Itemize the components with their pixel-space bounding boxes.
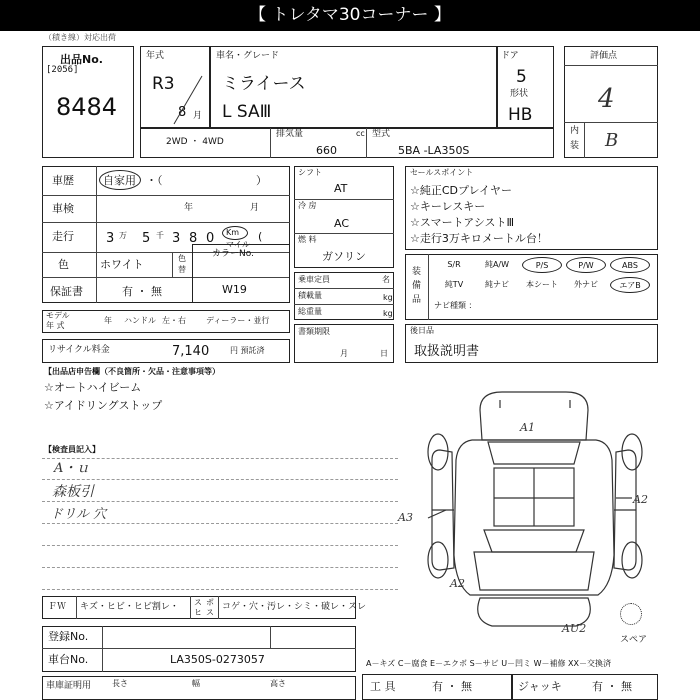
interior-label-1: 内 [570, 126, 580, 136]
spare-label: スペア [620, 635, 648, 645]
mileage-d3: 3 [172, 231, 181, 246]
inspection-month: 月 [250, 203, 260, 213]
chassis-label: 車台No. [48, 653, 89, 666]
jack-label: ジャッキ [518, 680, 562, 693]
mileage-km: Km [226, 228, 240, 237]
mark-leader-a3 [428, 510, 446, 518]
interior-label-2: 装 [570, 141, 580, 151]
mark-au2: AU2 [562, 622, 587, 635]
chassis-value: LA350S-0273057 [170, 653, 265, 666]
displacement-unit: cc [356, 129, 365, 138]
equipment-nav: 純ナビ [485, 280, 509, 289]
mileage-label: 走行 [52, 230, 74, 243]
mark-a3: A3 [398, 511, 413, 524]
history-value: 自家用 [103, 174, 136, 187]
recycle-unit: 円 預託済 [230, 346, 265, 355]
mileage-d5: 0 [206, 231, 215, 246]
sales-point-2: ☆キーレスキー [410, 200, 486, 213]
auction-banner: 【 トレタマ30コーナー 】 [0, 0, 700, 31]
tools-value: 有 ・ 無 [432, 680, 472, 693]
shift-value: AT [334, 182, 348, 195]
history-label: 車歴 [52, 174, 74, 187]
dealer-value: ディーラー・並行 [206, 316, 270, 325]
equipment-abs: ABS [610, 257, 650, 273]
weight-label: 総重量 [298, 307, 322, 316]
fw-items: キズ・ヒビ・ヒビ割レ・ [80, 602, 179, 612]
lot-label: 出品No. [60, 53, 103, 66]
equipment-alloy: 純A/W [484, 260, 510, 269]
equipment-label-3: 品 [412, 295, 422, 305]
seller-note-1: ☆オートハイビーム [44, 381, 142, 394]
fw-damage: コゲ・穴・汚レ・シミ・破レ・スレ [222, 602, 367, 612]
car-windshield [484, 530, 584, 552]
equipment-tv: 純TV [444, 280, 464, 289]
docs-deadline-label: 書類期限 [298, 327, 330, 336]
shape-label: 形状 [510, 89, 529, 99]
sales-point-1: ☆純正CDプレイヤー [410, 184, 513, 197]
model-label: 型式 [372, 129, 391, 139]
color-swap-2: 替 [178, 265, 186, 274]
mileage-man: 万 [119, 231, 127, 240]
garage-cert-label: 車庫証明用 [46, 681, 92, 691]
sales-point-4: ☆走行3万キロメートル台！ [410, 232, 548, 245]
year-era: R3 [152, 74, 175, 94]
load-label: 積載量 [298, 291, 322, 300]
garage-cert-height: 高さ [270, 679, 286, 688]
spare-tire-icon [620, 603, 642, 625]
sales-points-label: セールスポイント [410, 168, 474, 177]
shape-value: HB [508, 105, 533, 125]
handle-value: 左・右 [162, 316, 186, 325]
equipment-label-2: 備 [412, 281, 422, 291]
color-value: ホワイト [100, 258, 144, 271]
mileage-d1: 3 [106, 231, 115, 246]
docs-deadline-month: 月 [340, 349, 348, 358]
registration-label: 登録No. [48, 630, 89, 643]
seller-notes-label: 【出品店申告欄（不良箇所・欠品・注意事項等） [44, 367, 220, 376]
color-code-label: カラーNo. [212, 249, 254, 259]
shift-label: シフト [298, 168, 322, 177]
year-month: 8 [178, 105, 187, 120]
recycle-value: 7,140 [172, 344, 210, 359]
score-value: 4 [598, 84, 615, 114]
wheel-front-right [622, 542, 642, 578]
recycle-label: リサイクル料金 [48, 345, 110, 355]
year-month-unit: 月 [193, 111, 203, 121]
fw-interior-3: ポ [206, 598, 214, 607]
inspector-note-1: A・ｕ [54, 461, 90, 476]
fuel-label: 燃 料 [298, 235, 317, 244]
equipment-airbag: エアB [610, 277, 650, 293]
inspector-label: 【検査員記入】 [44, 445, 100, 454]
inspection-year: 年 [184, 203, 194, 213]
weight-unit: kg [383, 309, 393, 318]
riders-label: 乗車定員 [298, 275, 330, 284]
car-grade: L SAⅢ [222, 102, 272, 122]
attachments-label: 後日品 [410, 326, 434, 335]
mark-a2-low: A2 [450, 577, 465, 590]
garage-cert-width: 幅 [192, 679, 200, 688]
sales-point-3: ☆スマートアシストⅢ [410, 216, 515, 229]
displacement-value: 660 [316, 144, 337, 157]
warranty-label: 保証書 [50, 285, 83, 298]
top-note: （積き線）対応出荷 [44, 33, 116, 42]
jack-value: 有 ・ 無 [592, 680, 632, 693]
inspector-note-2: 森板引 [52, 484, 94, 500]
fuel-value: ガソリン [322, 250, 366, 263]
model-year-l2: 年 式 [46, 321, 65, 330]
inspection-label: 車検 [52, 202, 74, 215]
color-code-value: W19 [222, 283, 247, 296]
inspector-note-3: ドリル 穴 [50, 507, 107, 522]
fw-interior-2: ヒ [194, 608, 202, 617]
equipment-label-1: 装 [412, 267, 422, 277]
docs-deadline-day: 日 [380, 349, 388, 358]
drive-type: 2WD ・ 4WD [166, 137, 224, 147]
equipment-ext-nav: 外ナビ [574, 280, 598, 289]
score-label: 評価点 [590, 51, 618, 61]
mileage-paren: ( [258, 230, 263, 243]
fw-label: ＦＷ [48, 602, 67, 612]
wheel-rear-right [622, 434, 642, 470]
lot-number: 8484 [56, 93, 118, 121]
aircon-label: 冷 房 [298, 201, 317, 210]
year-diagonal [140, 46, 210, 128]
history-close: ） [256, 174, 267, 187]
year-label: 年式 [146, 51, 165, 61]
mileage-d2: 5 [142, 231, 151, 246]
load-unit: kg [383, 293, 393, 302]
model-value: 5BA -LA350S [398, 144, 470, 157]
warranty-value: 有 ・ 無 [122, 285, 162, 298]
equipment-pw: P/W [566, 257, 606, 273]
seller-note-2: ☆アイドリングストップ [44, 399, 163, 412]
car-label: 車名・グレード [216, 51, 280, 61]
doors-label: ドア [501, 51, 519, 61]
mileage-sen: 千 [156, 231, 164, 240]
displacement-label: 排気量 [276, 129, 304, 139]
handle-label: ハンドル [124, 316, 156, 325]
attachments-value: 取扱説明書 [414, 344, 480, 359]
history-dot: ・（ [146, 174, 163, 187]
fw-interior-4: ス [206, 608, 214, 617]
interior-value: B [605, 130, 619, 151]
nav-type: ナビ種類 ： [434, 301, 477, 310]
car-rear-window [488, 442, 580, 464]
riders-unit: 名 [382, 275, 390, 284]
model-year-l1: モデル [46, 311, 70, 320]
color-swap-1: 色 [178, 254, 186, 263]
damage-legend: A－キズ C－腐食 E－エクボ S－サビ U－凹ミ W－補修 XX－交換済 [366, 659, 612, 668]
fw-interior-1: ス [194, 598, 202, 607]
car-name: ミライース [222, 74, 306, 94]
wheel-front-left [428, 542, 448, 578]
wheel-rear-left [428, 434, 448, 470]
color-label: 色 [58, 258, 69, 271]
model-year-unit: 年 [104, 316, 112, 325]
car-damage-diagram [410, 380, 660, 640]
tools-label: 工 具 [370, 680, 396, 693]
mark-a1: A1 [520, 421, 535, 434]
mileage-mile: マイル [226, 240, 250, 249]
mark-a2-right: A2 [633, 493, 648, 506]
lot-tag: [2056] [46, 65, 79, 75]
equipment-ps: P/S [522, 257, 562, 273]
equipment-leather: 本シート [526, 280, 558, 289]
doors-value: 5 [516, 67, 527, 87]
mileage-d4: 8 [189, 231, 198, 246]
garage-cert-length: 長さ [112, 679, 128, 688]
car-hood [474, 552, 594, 590]
aircon-value: AC [334, 217, 350, 230]
equipment-sr: S/R [447, 260, 461, 269]
